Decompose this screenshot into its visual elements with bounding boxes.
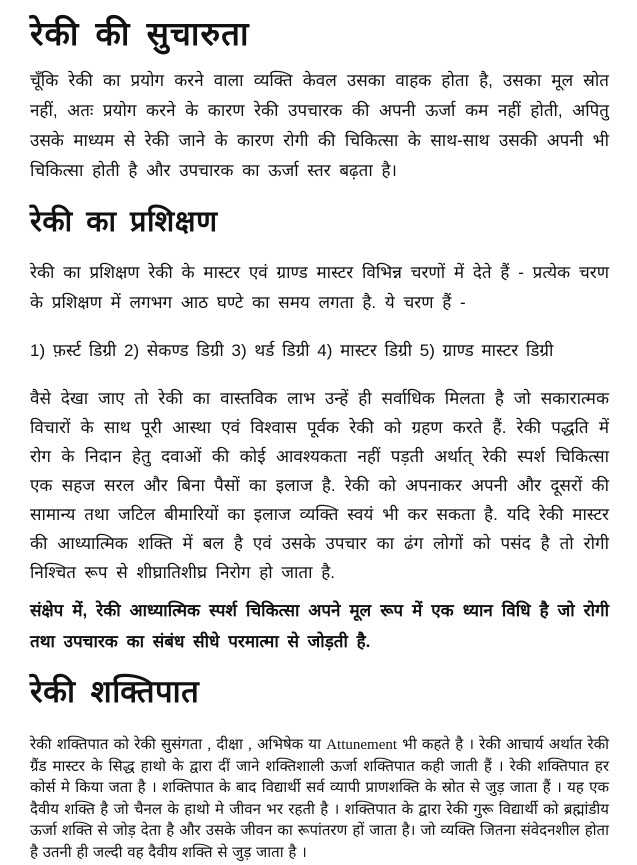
- paragraph-shaktipat: रेकी शक्तिपात को रेकी सुसंगता , दीक्षा , अभिषेक या Attunement भी कहते है । रेकी आचार्य अर्थात रेकी ग्रैंड मास्टर के सिद्ध हाथो के द्वारा दीं जाने शक्तिशाली ऊर्जा शक्तिपात कही जाती हैं । रेकी शक्तिपात हर कोर्स मे किया जता है । शक्तिपात के बाद विद्यार्थी सर्व व्यापी प्राणशक्ति के स्रोत से जुड़ जाता हैं । यह एक दैवीय शक्ति है जो चैनल के हाथो मे जीवन भर रहती है । शक्तिपात के द्वारा रेकी गुरू विद्यार्थी को ब्रह्मांडीय ऊर्जा शक्ति से जोड़ देता है और उसके जीवन का रूपांतरण हों जाता है। जो व्यक्ति जितना संवेदनशील होता है उतनी ही जल्दी वह दैवीय शक्ति से जुड़ जाता है ।: [30, 737, 609, 861]
- heading-reiki-shaktipat: रेकी शक्तिपात: [30, 674, 200, 709]
- heading-reiki-training: रेकी का प्रशिक्षण: [30, 206, 218, 238]
- paragraph-training-benefits: वैसे देखा जाए तो रेकी का वास्तविक लाभ उन्हें ही सर्वाधिक मिलता है जो सकारात्मक विचारों के साथ पूरी आस्था एवं विश्वास पूर्वक रेकी को ग्रहण करते हैं. रेकी पद्धति में रोग के निदान हेतु दवाओं की कोई आवश्यकता नहीं पड़ती अर्थात् रेकी स्पर्श चिकित्सा एक सहज सरल और बिना पैसों का इलाज है. रेकी को अपनाकर अपनी और दूसरों की सामान्य तथा जटिल बीमारियों का इलाज व्यक्ति स्वयं भी कर सकता है. यदि रेकी मास्टर की आध्यात्मिक शक्ति में बल है एवं उसके उपचार का ढंग लोगों को पसंद है तो रोगी निश्चित रूप से शीघ्रातिशीघ्र निरोग हो जाता है.: [30, 389, 609, 582]
- paragraph-summary-bold: संक्षेप में, रेकी आध्यात्मिक स्पर्श चिकित्सा अपने मूल रूप में एक ध्यान विधि है जो रोगी तथा उपचारक का संबंध सीधे परमात्मा से जोड़ती है.: [30, 601, 609, 651]
- degree-list: 1) फ़र्स्ट डिग्री 2) सेकण्ड डिग्री 3) थर्ड डिग्री 4) मास्टर डिग्री 5) ग्राण्ड मास्टर डिग्री: [30, 341, 554, 360]
- heading-reiki-sucharuta: रेकी की सुचारुता: [30, 15, 250, 52]
- paragraph-training-intro: रेकी का प्रशिक्षण रेकी के मास्टर एवं ग्राण्ड मास्टर विभिन्न चरणों में देते हैं - प्रत्येक चरण के प्रशिक्षण में लगभग आठ घण्टे का समय लगता है. ये चरण हैं -: [30, 263, 609, 312]
- paragraph-sucharuta: चूँकि रेकी का प्रयोग करने वाला व्यक्ति केवल उसका वाहक होता है, उसका मूल स्रोत नहीं, अतः प्रयोग करने के कारण रेकी उपचारक की अपनी ऊर्जा कम नहीं होती, अपितु उसके माध्यम से रेकी जाने के कारण रोगी की चिकित्सा के साथ-साथ उसकी अपनी भी चिकित्सा होती है और उपचारक का ऊर्जा स्तर बढ़ता है।: [30, 71, 609, 180]
